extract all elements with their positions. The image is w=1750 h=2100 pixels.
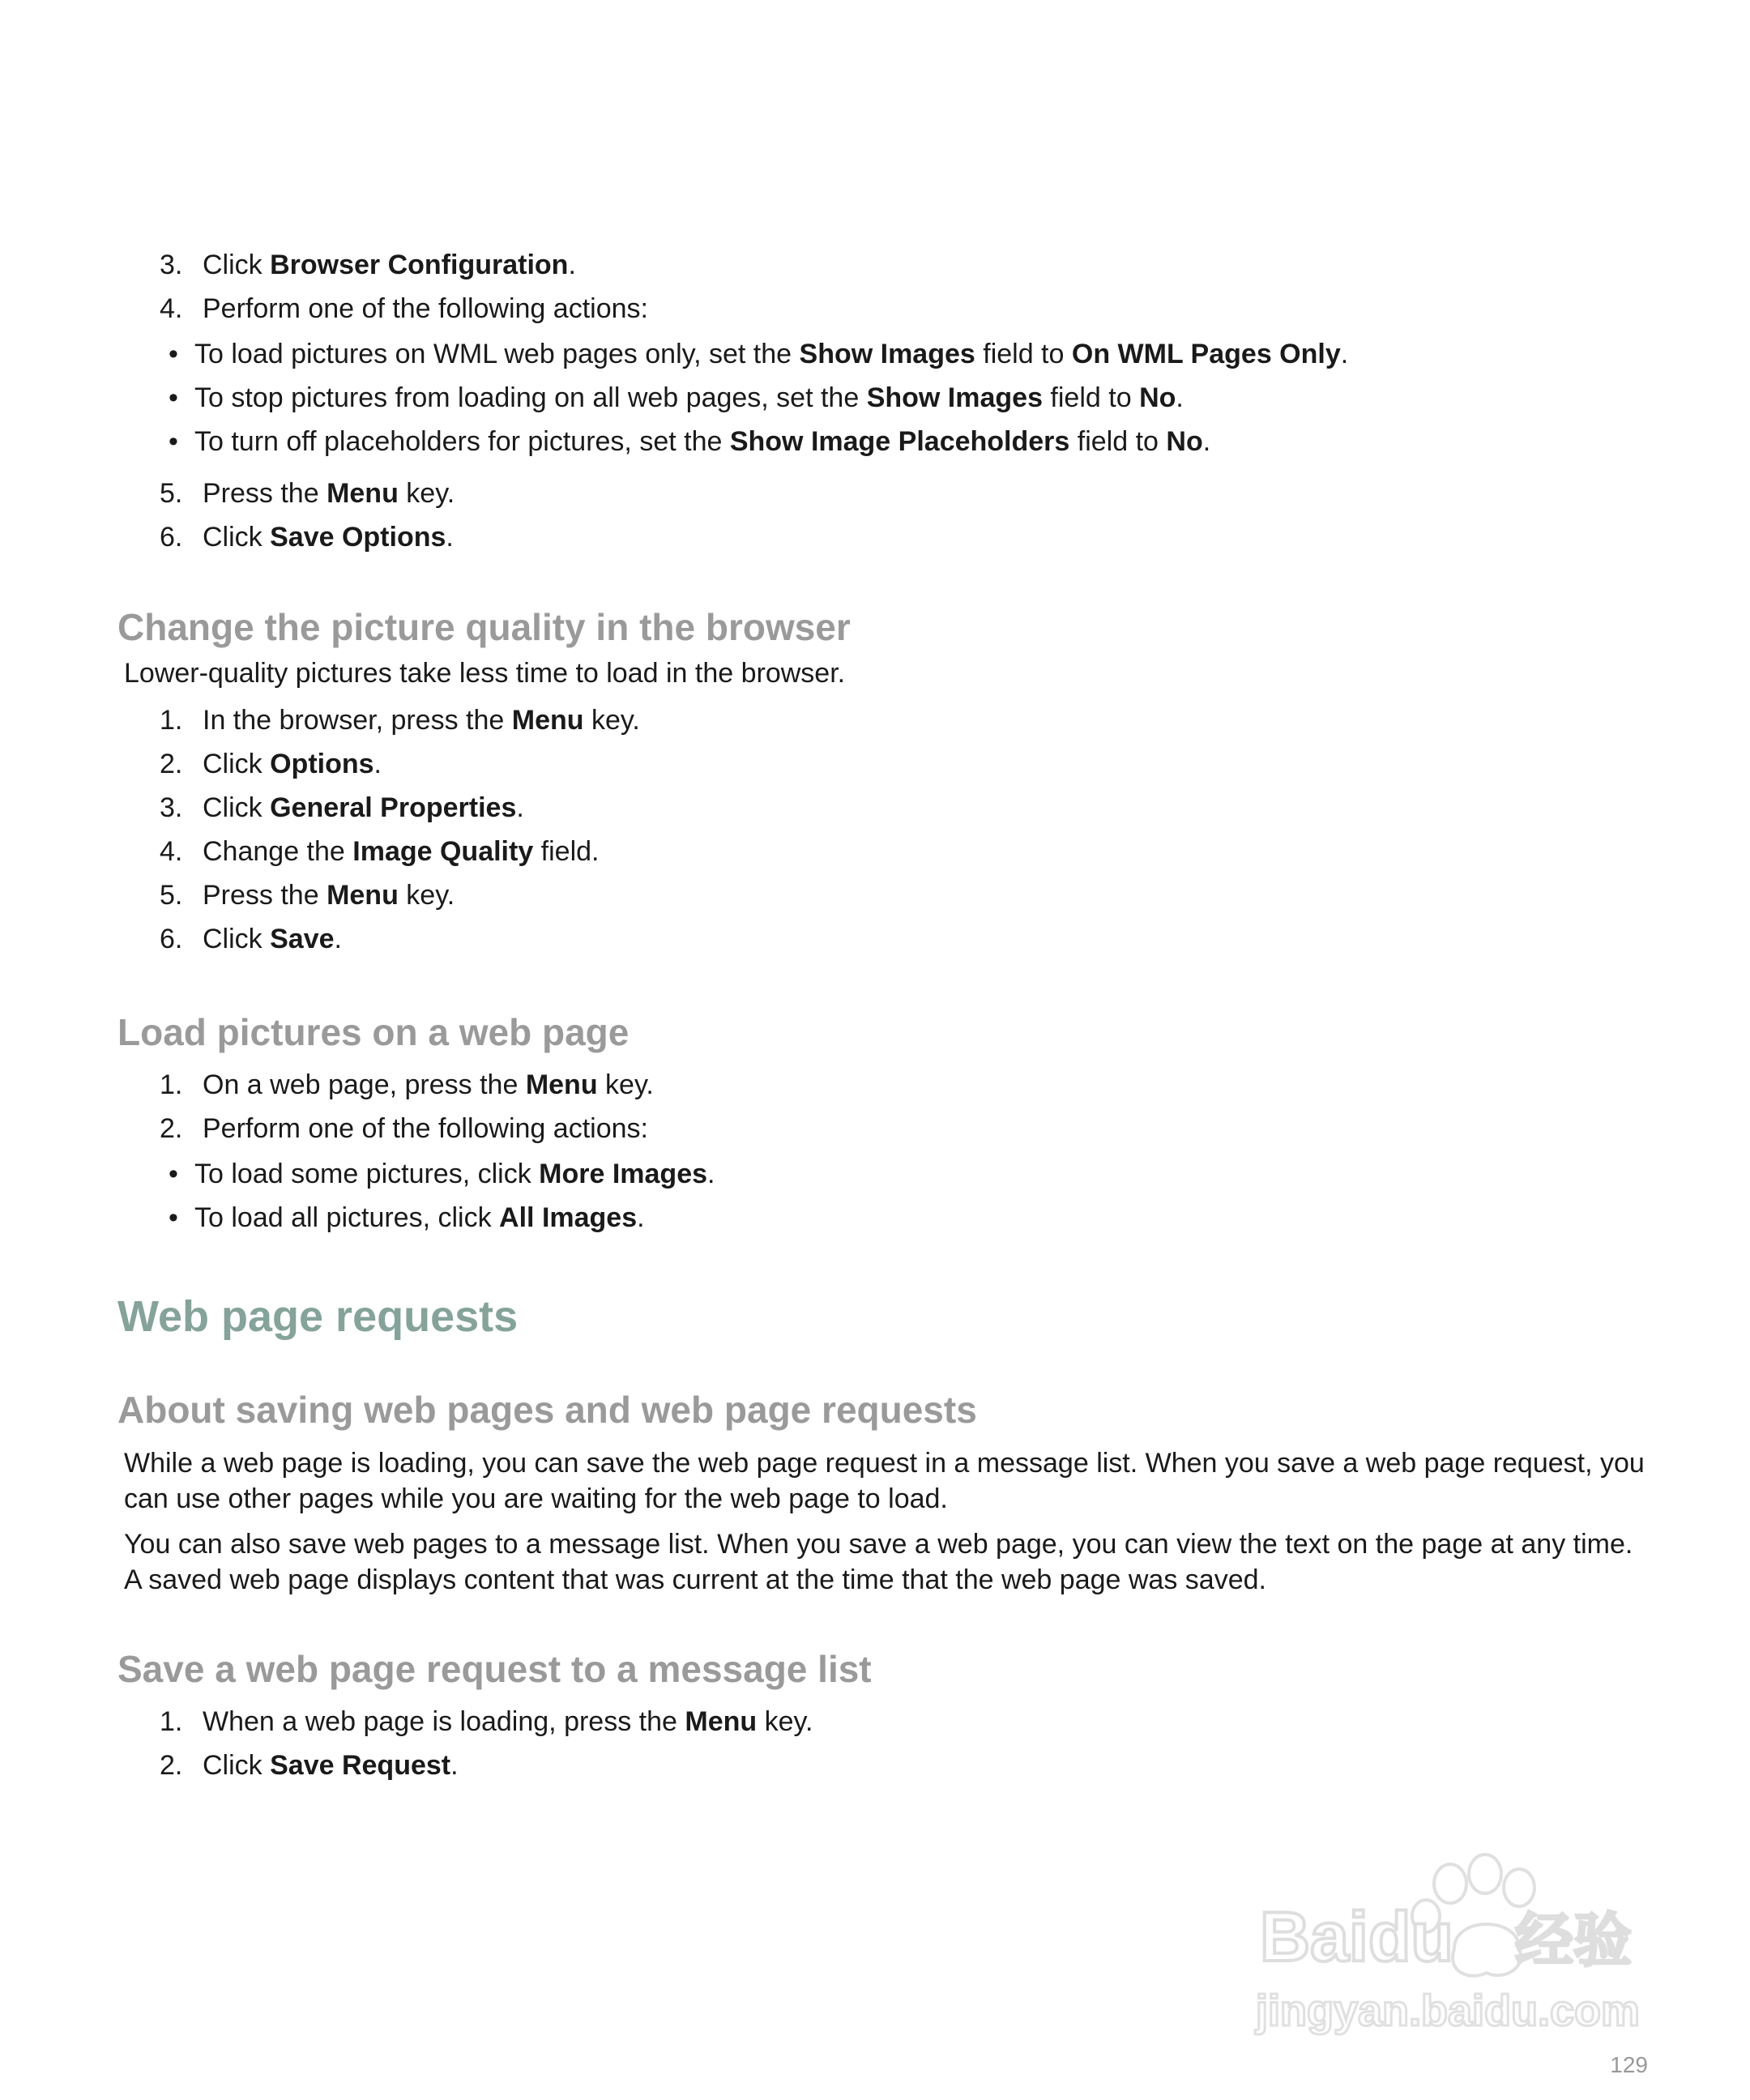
text-run: . (446, 522, 454, 553)
section-web-page-requests (117, 1288, 1657, 1345)
ui-term: Menu (525, 1069, 598, 1100)
section-load-pictures (117, 1008, 1657, 1240)
step-item (117, 698, 1657, 742)
heading-about-saving: About saving web pages and web page requests (117, 1389, 977, 1431)
text-run: . (568, 250, 576, 280)
text-run: key. (597, 1069, 654, 1100)
ui-term: More Images (539, 1159, 708, 1189)
bullet-marker: • (169, 1202, 178, 1233)
text-run: Click (203, 749, 271, 779)
ui-term: Options (270, 749, 374, 779)
bullet-item (117, 420, 1657, 463)
text-run: . (1202, 426, 1211, 457)
step-item (117, 742, 1657, 786)
text-run: On a web page, press the (203, 1069, 526, 1100)
step-item (117, 515, 1657, 559)
document-body (117, 243, 1657, 1787)
text-run: field to (1069, 426, 1167, 457)
watermark-cn: 经验 (1515, 1906, 1633, 1974)
ui-term: Save Options (270, 522, 446, 553)
step-item (117, 243, 1657, 287)
section-picture-quality (117, 603, 1657, 961)
paragraph-about-saving-2: You can also save web pages to a message list. When you save a web page, you can view the text on the page at any time. A saved web page displays content that was current at the time that the web page was saved. (124, 1529, 1633, 1595)
step-number: 6. (160, 924, 183, 954)
step-number: 1. (160, 1069, 183, 1100)
bullet-item (117, 376, 1657, 420)
text-run: To stop pictures from loading on all web pages, set the (194, 382, 867, 413)
text-run: When a web page is loading, press the (203, 1706, 685, 1737)
steps-list-picture-quality (117, 698, 1657, 961)
text-run: key. (757, 1706, 813, 1737)
ui-term: Menu (327, 880, 399, 911)
bullet-item (117, 1152, 1657, 1196)
step-item (117, 1744, 1657, 1787)
ui-term: Save (270, 924, 335, 954)
heading-save-request: Save a web page request to a message list (117, 1648, 872, 1690)
heading-web-page-requests: Web page requests (117, 1292, 519, 1341)
text-run: field. (533, 836, 600, 867)
bullet-marker: • (169, 382, 178, 413)
text-run: Click (203, 1750, 271, 1781)
text-run: To turn off placeholders for pictures, set the (194, 426, 730, 457)
ui-term: Browser Configuration (270, 250, 569, 280)
ui-term: No (1166, 426, 1203, 457)
paragraph-about-saving-1: While a web page is loading, you can save the web page request in a message list. When you save a web page request, you can use other pages while you are waiting for the web page to load. (124, 1448, 1645, 1514)
step-number: 5. (160, 880, 183, 911)
ui-term: All Images (499, 1202, 638, 1233)
text-run: Click (203, 522, 271, 553)
watermark-url: jingyan.baidu.com (1256, 1987, 1641, 2035)
ui-term: Menu (327, 478, 399, 509)
text-run: Press the (203, 478, 327, 509)
baidu-watermark-logo (1252, 1851, 1673, 2046)
text-run: Perform one of the following actions: (203, 1113, 648, 1144)
bullets-load-pictures (117, 1152, 1657, 1240)
heading-load-pictures: Load pictures on a web page (117, 1011, 630, 1053)
text-run: . (450, 1750, 459, 1781)
text-run: . (334, 924, 342, 954)
ui-term: On WML Pages Only (1071, 339, 1341, 369)
steps-list-save-request (117, 1700, 1657, 1787)
step-item (117, 472, 1657, 515)
text-run: . (1176, 382, 1184, 413)
text-run: To load some pictures, click (194, 1159, 540, 1189)
step-item (117, 1063, 1657, 1107)
ui-term: No (1139, 382, 1176, 413)
step-number: 2. (160, 1750, 183, 1781)
text-run: . (637, 1202, 645, 1233)
bullet-item (117, 1196, 1657, 1240)
step-number: 4. (160, 836, 183, 867)
text-run: . (1340, 339, 1349, 369)
text-run: key. (583, 705, 640, 736)
text-run: Perform one of the following actions: (203, 293, 648, 324)
steps-list-browser-config (117, 243, 1657, 331)
text-run: key. (398, 478, 455, 509)
bullet-marker: • (169, 339, 178, 369)
ui-term: Show Images (799, 339, 975, 369)
section-about-saving (117, 1385, 1657, 1598)
ui-term: Menu (511, 705, 584, 736)
step-item (117, 917, 1657, 961)
step-item (117, 1700, 1657, 1744)
text-run: field to (1042, 382, 1140, 413)
intro-picture-quality: Lower-quality pictures take less time to load in the browser. (124, 658, 846, 689)
text-run: key. (398, 880, 455, 911)
step-item (117, 830, 1657, 873)
section-save-request (117, 1645, 1657, 1787)
step-number: 2. (160, 749, 183, 779)
step-number: 2. (160, 1113, 183, 1144)
text-run: field to (975, 339, 1072, 369)
bullet-marker: • (169, 426, 178, 457)
text-run: Click (203, 250, 271, 280)
page-number: 129 (1610, 2052, 1648, 2077)
ui-term: Show Images (866, 382, 1043, 413)
bullet-item (117, 332, 1657, 376)
step-item (117, 287, 1657, 331)
step-item (117, 1107, 1657, 1150)
text-run: In the browser, press the (203, 705, 512, 736)
ui-term: General Properties (270, 792, 517, 823)
step-number: 3. (160, 792, 183, 823)
step-number: 3. (160, 250, 183, 280)
ui-term: Menu (685, 1706, 758, 1737)
steps-list-load-pictures (117, 1063, 1657, 1150)
text-run: To load all pictures, click (194, 1202, 500, 1233)
text-run: . (373, 749, 382, 779)
text-run: Change the (203, 836, 353, 867)
bullet-marker: • (169, 1159, 178, 1189)
step-number: 6. (160, 522, 183, 553)
step-number: 1. (160, 705, 183, 736)
step-item (117, 873, 1657, 917)
step-number: 5. (160, 478, 183, 509)
ui-term: Show Image Placeholders (729, 426, 1070, 457)
text-run: To load pictures on WML web pages only, set the (194, 339, 800, 369)
text-run: Click (203, 924, 271, 954)
step-number: 4. (160, 293, 183, 324)
bullets-show-images (117, 332, 1657, 463)
text-run: . (707, 1159, 715, 1189)
step-number: 1. (160, 1706, 183, 1737)
heading-picture-quality: Change the picture quality in the browser (117, 606, 851, 648)
text-run: . (516, 792, 524, 823)
ui-term: Save Request (270, 1750, 451, 1781)
steps-list-save-options (117, 472, 1657, 559)
text-run: Click (203, 792, 271, 823)
watermark-brand: Baidu (1260, 1898, 1453, 1976)
step-item (117, 786, 1657, 830)
ui-term: Image Quality (352, 836, 534, 867)
text-run: Press the (203, 880, 327, 911)
